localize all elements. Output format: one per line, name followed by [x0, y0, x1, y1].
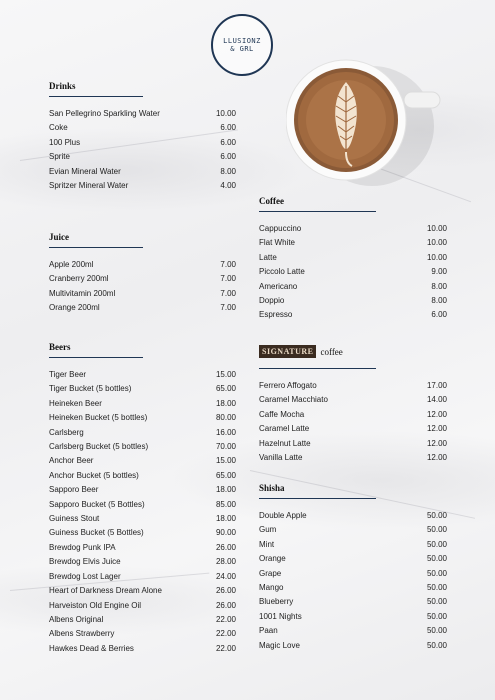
- menu-list: [259, 379, 447, 465]
- menu-item-name: Ferrero Affogato: [259, 381, 317, 390]
- section-signature-coffee: [259, 345, 447, 465]
- menu-item-price: 8.00: [431, 281, 447, 291]
- menu-item-price: 17.00: [426, 381, 447, 390]
- menu-item-name: Carlsberg Bucket (5 bottles): [49, 442, 149, 452]
- section-beers: [49, 342, 236, 656]
- menu-item-price: 12.00: [426, 438, 447, 448]
- menu-list: [49, 368, 236, 656]
- menu-item-price: 7.00: [220, 260, 236, 269]
- menu-item-price: 12.00: [426, 453, 447, 463]
- menu-item: [259, 567, 447, 581]
- menu-list: [49, 107, 236, 193]
- menu-item-name: Apple 200ml: [49, 260, 94, 269]
- menu-item-name: Guiness Bucket (5 Bottles): [49, 528, 144, 538]
- menu-item: [49, 555, 236, 569]
- menu-item: [49, 301, 236, 315]
- menu-item-name: Doppio: [259, 296, 285, 306]
- menu-item-price: 26.00: [215, 600, 236, 610]
- menu-item-price: 6.00: [220, 137, 236, 147]
- menu-item: [49, 179, 236, 193]
- menu-item-price: 22.00: [215, 629, 236, 639]
- menu-item: [49, 440, 236, 454]
- section-title: Drinks: [49, 81, 143, 97]
- menu-item: [49, 368, 236, 382]
- section-drinks: [49, 81, 236, 193]
- menu-item: [259, 437, 447, 451]
- menu-item: [259, 408, 447, 422]
- menu-item-name: 100 Plus: [49, 137, 81, 147]
- menu-item-price: 26.00: [215, 542, 236, 552]
- section-title: Beers: [49, 342, 143, 358]
- menu-item: [49, 599, 236, 613]
- menu-item-name: Brewdog Lost Lager: [49, 571, 121, 581]
- menu-item-name: Sprite: [49, 152, 70, 162]
- menu-item-name: Latte: [259, 252, 277, 262]
- menu-item: [259, 552, 447, 566]
- menu-item: [259, 422, 447, 436]
- menu-item: [49, 498, 236, 512]
- menu-item-name: Albens Original: [49, 614, 104, 624]
- menu-item: [49, 258, 236, 272]
- menu-item-price: 18.00: [215, 398, 236, 408]
- menu-item-price: 22.00: [215, 614, 236, 624]
- menu-item: [259, 294, 447, 308]
- menu-item-price: 6.00: [220, 123, 236, 133]
- menu-item: [259, 639, 447, 653]
- menu-item: [259, 280, 447, 294]
- menu-item-price: 50.00: [426, 626, 447, 636]
- menu-item-name: Orange: [259, 554, 286, 564]
- menu-item-name: Brewdog Elvis Juice: [49, 557, 121, 567]
- menu-item-price: 28.00: [215, 557, 236, 567]
- brand-logo: [211, 14, 273, 76]
- menu-item: [49, 526, 236, 540]
- section-coffee: [259, 196, 447, 323]
- menu-item: [259, 393, 447, 407]
- menu-item-price: 10.00: [426, 238, 447, 248]
- menu-item-name: Blueberry: [259, 597, 294, 607]
- signature-badge: SIGNATURE: [259, 345, 316, 358]
- menu-item: [49, 411, 236, 425]
- menu-item: [49, 150, 236, 164]
- menu-item: [49, 627, 236, 641]
- menu-item: [259, 451, 447, 465]
- menu-item: [49, 570, 236, 584]
- menu-item-price: 26.00: [215, 586, 236, 596]
- menu-item: [49, 165, 236, 179]
- menu-item-price: 12.00: [426, 409, 447, 419]
- menu-item-name: Mango: [259, 583, 284, 593]
- latte-art-cup-image: [286, 56, 446, 186]
- menu-item: [49, 397, 236, 411]
- menu-item: [259, 265, 447, 279]
- menu-item-price: 7.00: [220, 288, 236, 298]
- menu-item-name: Mint: [259, 539, 275, 549]
- menu-item-name: Cappuccino: [259, 224, 302, 233]
- menu-item-name: Heineken Bucket (5 bottles): [49, 413, 148, 423]
- menu-item: [49, 469, 236, 483]
- section-title: Juice: [49, 232, 143, 248]
- menu-item-name: Flat White: [259, 238, 296, 248]
- menu-list: [259, 222, 447, 323]
- menu-item: [259, 523, 447, 537]
- menu-item-name: Anchor Bucket (5 bottles): [49, 470, 139, 480]
- menu-item-name: Hazelnut Latte: [259, 438, 311, 448]
- menu-item-price: 6.00: [431, 310, 447, 320]
- menu-item-name: Spritzer Mineral Water: [49, 181, 129, 191]
- menu-item-price: 50.00: [426, 640, 447, 650]
- menu-item-name: Coke: [49, 123, 68, 133]
- menu-item: [49, 136, 236, 150]
- menu-item: [49, 107, 236, 121]
- menu-item: [259, 222, 447, 236]
- menu-item-name: Caffe Mocha: [259, 409, 305, 419]
- menu-item: [49, 454, 236, 468]
- menu-item-price: 50.00: [426, 554, 447, 564]
- menu-item-price: 85.00: [215, 499, 236, 509]
- menu-item-price: 16.00: [215, 427, 236, 437]
- menu-item: [49, 382, 236, 396]
- menu-item-name: Multivitamin 200ml: [49, 288, 116, 298]
- menu-item-price: 50.00: [426, 583, 447, 593]
- menu-item-price: 9.00: [431, 267, 447, 277]
- menu-item-price: 8.00: [431, 296, 447, 306]
- menu-item: [259, 581, 447, 595]
- section-juice: [49, 232, 236, 316]
- menu-item: [259, 538, 447, 552]
- menu-item-name: Brewdog Punk IPA: [49, 542, 116, 552]
- menu-item-price: 50.00: [426, 568, 447, 578]
- menu-item-price: 90.00: [215, 528, 236, 538]
- menu-item: [49, 287, 236, 301]
- menu-item-name: Grape: [259, 568, 282, 578]
- logo-line-1: LLUSIONZ: [223, 37, 261, 45]
- menu-item-name: Magic Love: [259, 640, 300, 650]
- menu-item-price: 22.00: [215, 643, 236, 653]
- menu-item-name: Harveiston Old Engine Oil: [49, 600, 142, 610]
- menu-item-name: Sapporo Bucket (5 Bottles): [49, 499, 145, 509]
- section-title: Coffee: [259, 196, 376, 212]
- menu-item-name: Tiger Bucket (5 bottles): [49, 384, 132, 394]
- menu-item-name: Tiger Beer: [49, 370, 87, 379]
- menu-item: [49, 272, 236, 286]
- menu-item: [259, 379, 447, 393]
- menu-item-price: 18.00: [215, 485, 236, 495]
- signature-word: coffee: [320, 346, 343, 357]
- menu-item-name: Carlsberg: [49, 427, 84, 437]
- menu-item-name: Albens Strawberry: [49, 629, 115, 639]
- menu-item-price: 50.00: [426, 597, 447, 607]
- menu-item: [259, 308, 447, 322]
- section-shisha: [259, 483, 447, 653]
- menu-item-price: 12.00: [426, 424, 447, 434]
- menu-item-price: 10.00: [215, 109, 236, 118]
- menu-item: [259, 509, 447, 523]
- menu-item-name: Paan: [259, 626, 278, 636]
- menu-item-price: 65.00: [215, 384, 236, 394]
- menu-item-name: Vanilla Latte: [259, 453, 303, 463]
- menu-item-name: Hawkes Dead & Berries: [49, 643, 134, 653]
- menu-item: [259, 624, 447, 638]
- menu-item-name: Double Apple: [259, 511, 307, 520]
- menu-item-name: Caramel Macchiato: [259, 395, 328, 405]
- section-title: [259, 345, 447, 358]
- menu-item-price: 80.00: [215, 413, 236, 423]
- menu-item-price: 14.00: [426, 395, 447, 405]
- menu-item-name: 1001 Nights: [259, 611, 302, 621]
- menu-item-price: 50.00: [426, 511, 447, 520]
- menu-item: [259, 236, 447, 250]
- menu-item-price: 24.00: [215, 571, 236, 581]
- menu-item-price: 50.00: [426, 611, 447, 621]
- menu-item-price: 15.00: [215, 370, 236, 379]
- menu-item-price: 70.00: [215, 442, 236, 452]
- menu-item: [259, 251, 447, 265]
- menu-item-name: Piccolo Latte: [259, 267, 305, 277]
- menu-item-name: Heineken Beer: [49, 398, 102, 408]
- menu-item: [49, 426, 236, 440]
- menu-item-price: 10.00: [426, 252, 447, 262]
- menu-item: [49, 483, 236, 497]
- menu-item: [49, 642, 236, 656]
- menu-item-name: Caramel Latte: [259, 424, 310, 434]
- menu-item-price: 65.00: [215, 470, 236, 480]
- menu-item-name: Evian Mineral Water: [49, 166, 121, 176]
- menu-item-price: 6.00: [220, 152, 236, 162]
- menu-item: [49, 512, 236, 526]
- menu-item: [49, 584, 236, 598]
- menu-item-name: Sapporo Beer: [49, 485, 99, 495]
- menu-item: [49, 613, 236, 627]
- menu-item: [49, 121, 236, 135]
- menu-item-name: Cranberry 200ml: [49, 274, 109, 284]
- menu-item-price: 18.00: [215, 514, 236, 524]
- menu-item-name: Gum: [259, 525, 277, 535]
- menu-item-price: 15.00: [215, 456, 236, 466]
- section-title: Shisha: [259, 483, 376, 499]
- menu-item-name: Heart of Darkness Dream Alone: [49, 586, 162, 596]
- menu-item-name: Guiness Stout: [49, 514, 100, 524]
- menu-item-name: Espresso: [259, 310, 293, 320]
- menu-item-price: 4.00: [220, 181, 236, 191]
- logo-line-2: & GRL: [230, 45, 254, 53]
- menu-list: [49, 258, 236, 316]
- menu-item-name: Americano: [259, 281, 298, 291]
- menu-item: [259, 595, 447, 609]
- menu-item: [259, 610, 447, 624]
- menu-item-price: 7.00: [220, 274, 236, 284]
- menu-list: [259, 509, 447, 653]
- menu-item-price: 10.00: [426, 224, 447, 233]
- menu-item-name: Anchor Beer: [49, 456, 94, 466]
- menu-item-price: 8.00: [220, 166, 236, 176]
- menu-item-price: 50.00: [426, 525, 447, 535]
- menu-item: [49, 541, 236, 555]
- menu-item-name: Orange 200ml: [49, 303, 100, 313]
- section-underline: [259, 368, 376, 369]
- menu-item-price: 7.00: [220, 303, 236, 313]
- menu-item-name: San Pellegrino Sparkling Water: [49, 109, 160, 118]
- menu-item-price: 50.00: [426, 539, 447, 549]
